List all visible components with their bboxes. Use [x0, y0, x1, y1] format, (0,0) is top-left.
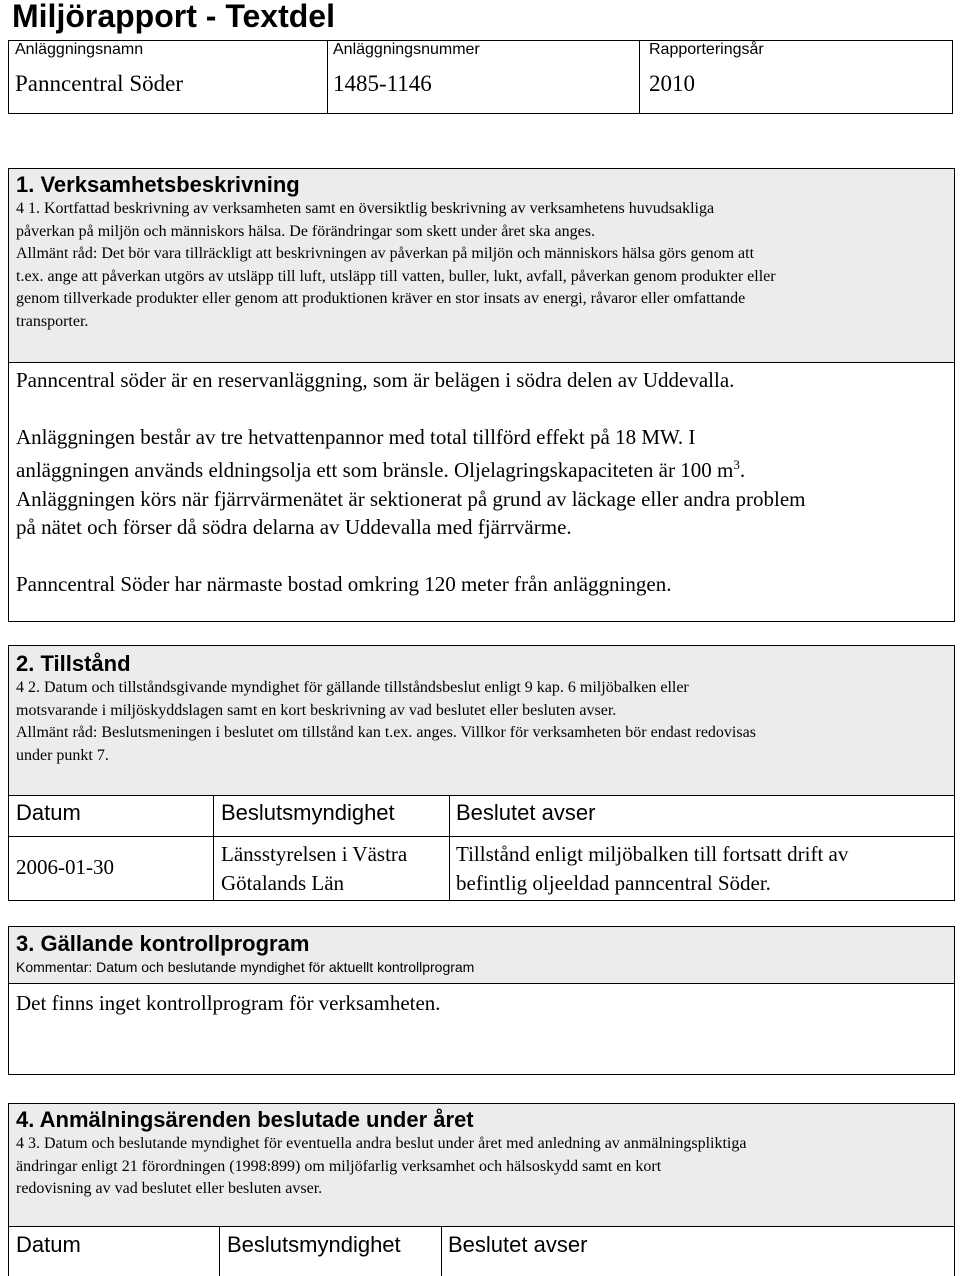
permit-authority: Länsstyrelsen i Västra Götalands Län [221, 842, 408, 895]
permit-table-header-subject: Beslutet avser [456, 800, 596, 825]
section-1-paragraph-3: Panncentral Söder har närmaste bostad omkring 120 meter från anläggningen. [16, 571, 672, 596]
section-1-instruction-2: påverkan på miljön och människors hälsa. De förändringar som skett under året ska anges. [16, 222, 595, 240]
section-2-instructions [9, 646, 954, 796]
section-1-paragraph-1: Panncentral söder är en reservanläggning, som är belägen i södra delen av Uddevalla. [16, 368, 735, 392]
section-3-instructions [9, 927, 954, 984]
permit-table-header-authority: Beslutsmyndighet [221, 800, 395, 825]
facility-number-value: 1485-1146 [333, 71, 432, 96]
section-1-paragraph-2-line-2: anläggningen används eldningsolja ett som bränsle. Oljelagringskapaciteten är 100 $m^3$. [16, 457, 746, 482]
section-1-paragraph-2-line-4: på nätet och förser då södra delarna av Uddevalla med fjärrvärme. [16, 515, 572, 539]
section-1-advice-1: Allmänt råd: Det bör vara tillräckligt att beskrivningen av påverkan på miljön och människors hälsa görs genom att [16, 245, 755, 262]
section-1-heading: 1. Verksamhetsbeskrivning [16, 172, 300, 197]
page-title: Miljörapport - Textdel [12, 0, 335, 34]
section-4 [8, 1103, 955, 1276]
section-3-heading: 3. Gällande kontrollprogram [16, 931, 310, 956]
section-1-instructions [9, 169, 954, 363]
facility-header-table [8, 40, 953, 114]
section-1-paragraph-2-line-1: Anläggningen består av tre hetvattenpannor med total tillförd effekt på 18 MW. I [16, 424, 696, 449]
section-4-instruction-2: ändringar enligt 21 förordningen (1998:899) om miljöfarlig verksamhet och hälsoskydd samt en kort [16, 1157, 662, 1175]
notification-table [9, 1227, 954, 1276]
section-1-advice-3: genom tillverkade produkter eller genom att produktionen kräver en stor insats av energi, råvaror eller omfattande [16, 290, 746, 307]
permit-subject: Tillstånd enligt miljöbalken till fortsatt drift av befintlig oljeeldad panncentral Söder. [456, 842, 849, 895]
facility-number-label: Anläggningsnummer [333, 41, 480, 58]
notification-table-header-date: Datum [16, 1232, 81, 1257]
facility-name-value: Panncentral Söder [15, 71, 183, 96]
section-3-comment: Kommentar: Datum och beslutande myndighet för aktuellt kontrollprogram [16, 959, 475, 975]
notification-table-header-subject: Beslutet avser [448, 1232, 588, 1257]
section-1-paragraph-2-line-3: Anläggningen körs när fjärrvärmenätet är sektionerat på grund av läckage eller andra problem [16, 486, 806, 511]
section-2 [8, 645, 955, 901]
report-year-value: 2010 [649, 71, 695, 96]
permit-table-header-date: Datum [16, 800, 81, 825]
section-1-advice-4: transporter. [16, 312, 89, 330]
section-4-instruction-1: 4 3. Datum och beslutande myndighet för eventuella andra beslut under året med anledning av anmälningspliktiga [16, 1135, 747, 1152]
section-4-instruction-3: redovisning av vad beslutet eller besluten avser. [16, 1180, 323, 1197]
notification-table-header-authority: Beslutsmyndighet [227, 1232, 401, 1257]
section-1 [8, 168, 955, 622]
section-2-advice-2: under punkt 7. [16, 746, 109, 764]
section-4-heading: 4. Anmälningsärenden beslutade under året [16, 1107, 474, 1132]
section-4-instructions [9, 1104, 954, 1227]
section-1-instruction-1: 4 1. Kortfattad beskrivning av verksamheten samt en översiktlig beskrivning av verksamhetens huvudsakliga [16, 200, 715, 217]
control-program-text: Det finns inget kontrollprogram för verksamheten. [16, 991, 441, 1015]
report-year-label: Rapporteringsår [649, 41, 764, 58]
section-3 [8, 926, 955, 1075]
section-2-instruction-2: motsvarande i miljöskyddslagen samt en kort beskrivning av vad beslutet eller besluten avser. [16, 701, 617, 719]
section-2-instruction-1: 4 2. Datum och tillståndsgivande myndighet för gällande tillståndsbeslut enligt 9 kap. 6 miljöbalken eller [16, 679, 689, 696]
permit-date: 2006-01-30 [16, 855, 114, 879]
section-1-advice-2: t.ex. ange att påverkan utgörs av utsläpp till luft, utsläpp till vatten, buller, lukt, avfall, påverkan genom produkter eller [16, 267, 776, 285]
facility-name-label: Anläggningsnamn [15, 41, 144, 58]
section-2-advice-1: Allmänt råd: Beslutsmeningen i beslutet om tillstånd kan t.ex. anges. Villkor för verksamheten bör endast redovisas [16, 724, 756, 741]
permit-table [9, 796, 954, 900]
section-2-heading: 2. Tillstånd [16, 651, 131, 676]
